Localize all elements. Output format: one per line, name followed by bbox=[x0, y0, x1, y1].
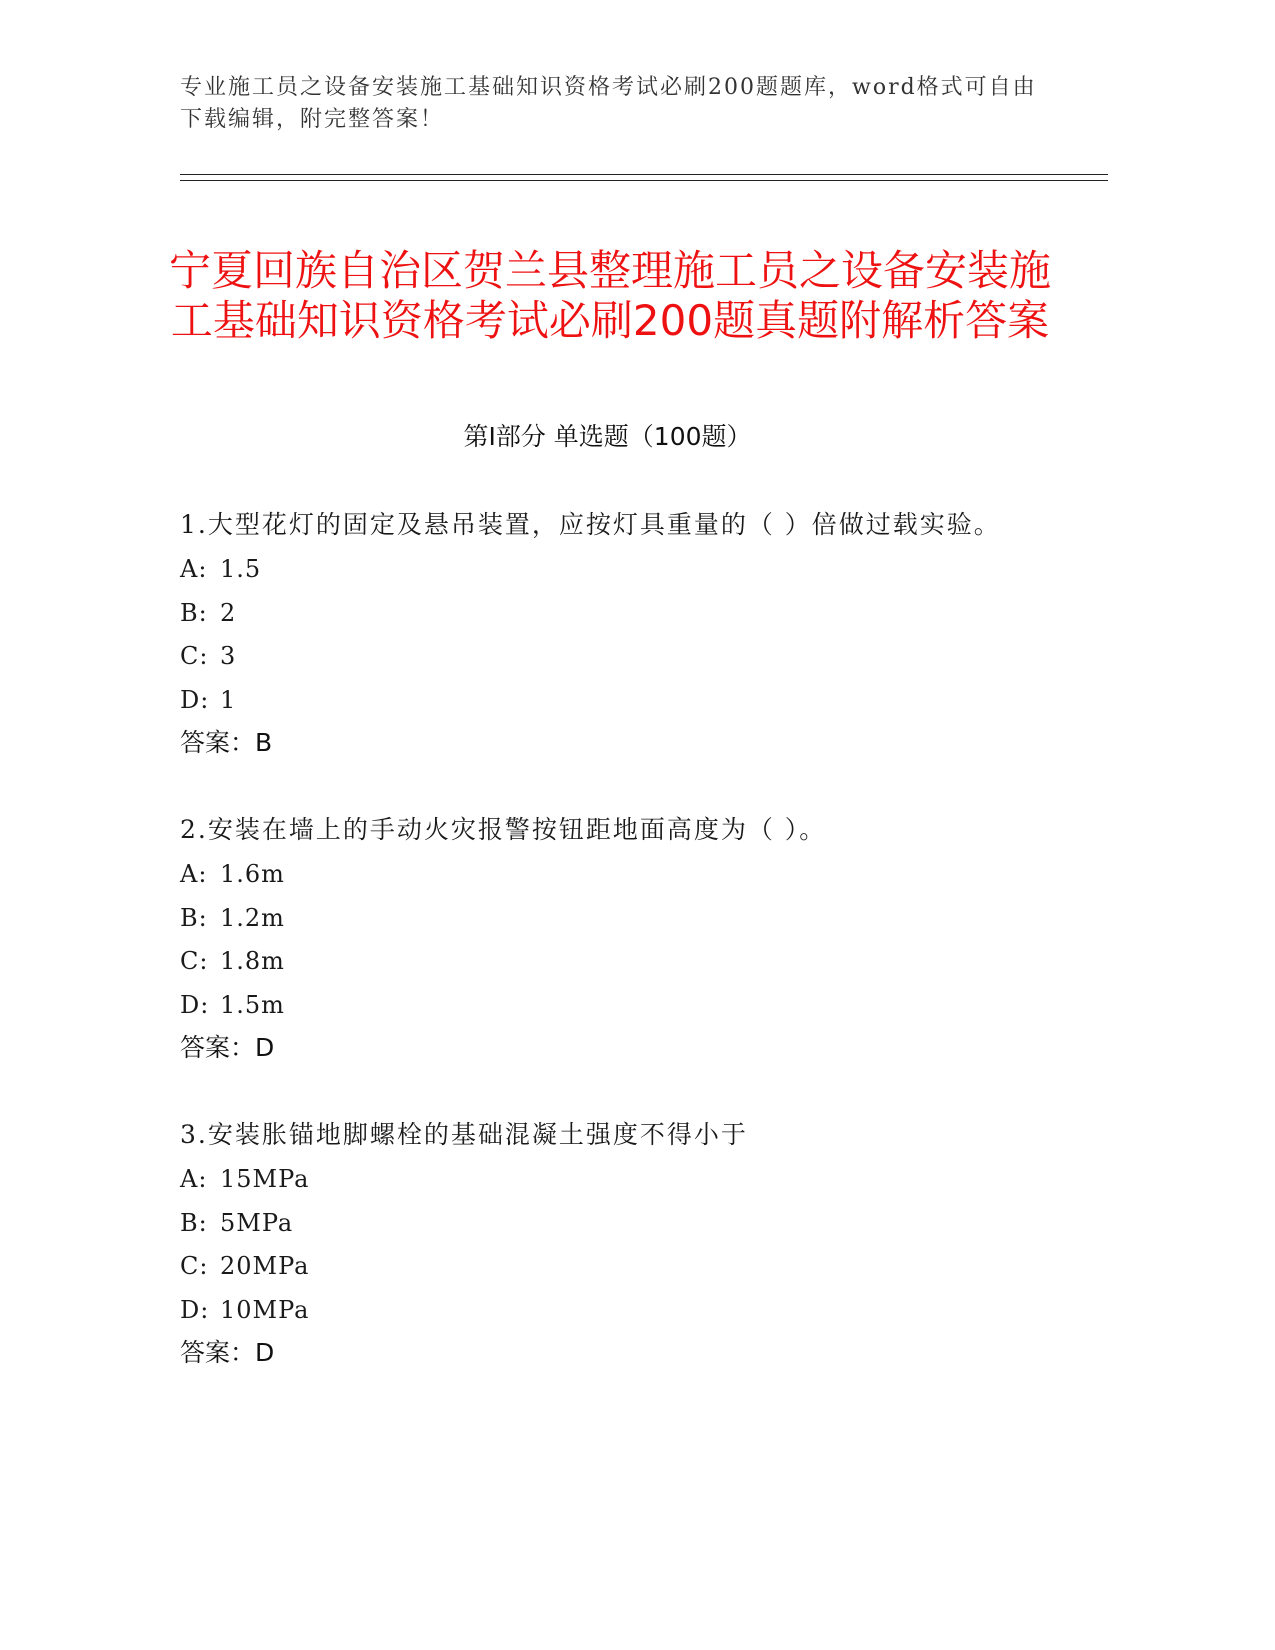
option-letter: B: bbox=[180, 598, 208, 627]
option-text: 1.5m bbox=[220, 990, 285, 1019]
option-letter: D: bbox=[180, 990, 210, 1019]
header-divider-top bbox=[180, 174, 1108, 175]
question-stem: 1.大型花灯的固定及悬吊装置，应按灯具重量的（ ）倍做过载实验。 bbox=[180, 510, 1001, 539]
answer-line: 答案：B bbox=[180, 728, 273, 758]
option-text: 15MPa bbox=[220, 1165, 310, 1193]
option-letter: C: bbox=[180, 1252, 209, 1281]
question-stem: 3.安装胀锚地脚螺栓的基础混凝土强度不得小于 bbox=[180, 1120, 748, 1149]
option-text: 1.2m bbox=[220, 903, 285, 932]
header-divider-bottom bbox=[180, 180, 1108, 181]
option-text: 1.8m bbox=[220, 947, 285, 976]
option-letter: C: bbox=[180, 642, 209, 671]
section-heading: 第Ⅰ部分 单选题（100题） bbox=[463, 422, 752, 451]
option-text: 3 bbox=[220, 642, 237, 671]
option-letter: C: bbox=[180, 947, 209, 976]
option-a bbox=[180, 554, 1080, 584]
answer-line: 答案：D bbox=[180, 1033, 275, 1063]
question-stem: 2.安装在墙上的手动火灾报警按钮距地面高度为（ ）。 bbox=[180, 815, 827, 844]
option-a bbox=[180, 859, 1080, 889]
question-block bbox=[180, 510, 1080, 758]
option-text: 2 bbox=[220, 598, 237, 627]
option-b bbox=[180, 1208, 1080, 1238]
option-a bbox=[180, 1164, 1080, 1194]
option-letter: D: bbox=[180, 1295, 210, 1324]
option-letter: A: bbox=[180, 860, 208, 888]
option-letter: B: bbox=[180, 903, 208, 932]
option-text: 10MPa bbox=[220, 1295, 310, 1324]
question-block bbox=[180, 815, 1080, 1063]
option-d bbox=[180, 990, 1080, 1020]
option-c bbox=[180, 946, 1080, 976]
option-c bbox=[180, 641, 1080, 671]
answer-line: 答案：D bbox=[180, 1338, 275, 1368]
option-text: 1.6m bbox=[220, 860, 285, 888]
option-b bbox=[180, 903, 1080, 933]
question-block bbox=[180, 1120, 1080, 1368]
option-letter: B: bbox=[180, 1208, 208, 1237]
option-d bbox=[180, 1295, 1080, 1325]
option-letter: D: bbox=[180, 685, 210, 714]
option-text: 1 bbox=[220, 685, 237, 714]
option-c bbox=[180, 1251, 1080, 1281]
option-text: 5MPa bbox=[220, 1208, 294, 1237]
option-d bbox=[180, 685, 1080, 715]
option-text: 1.5 bbox=[220, 555, 262, 583]
option-letter: A: bbox=[180, 1165, 208, 1193]
header-note: 专业施工员之设备安装施工基础知识资格考试必刷200题题库，word格式可自由下载编辑，附完整答案！ bbox=[180, 75, 1037, 132]
document-title: 宁夏回族自治区贺兰县整理施工员之设备安装施工基础知识资格考试必刷200题真题附解析答案 bbox=[168, 246, 1051, 346]
option-letter: A: bbox=[180, 555, 208, 583]
option-text: 20MPa bbox=[220, 1252, 310, 1281]
option-b bbox=[180, 598, 1080, 628]
